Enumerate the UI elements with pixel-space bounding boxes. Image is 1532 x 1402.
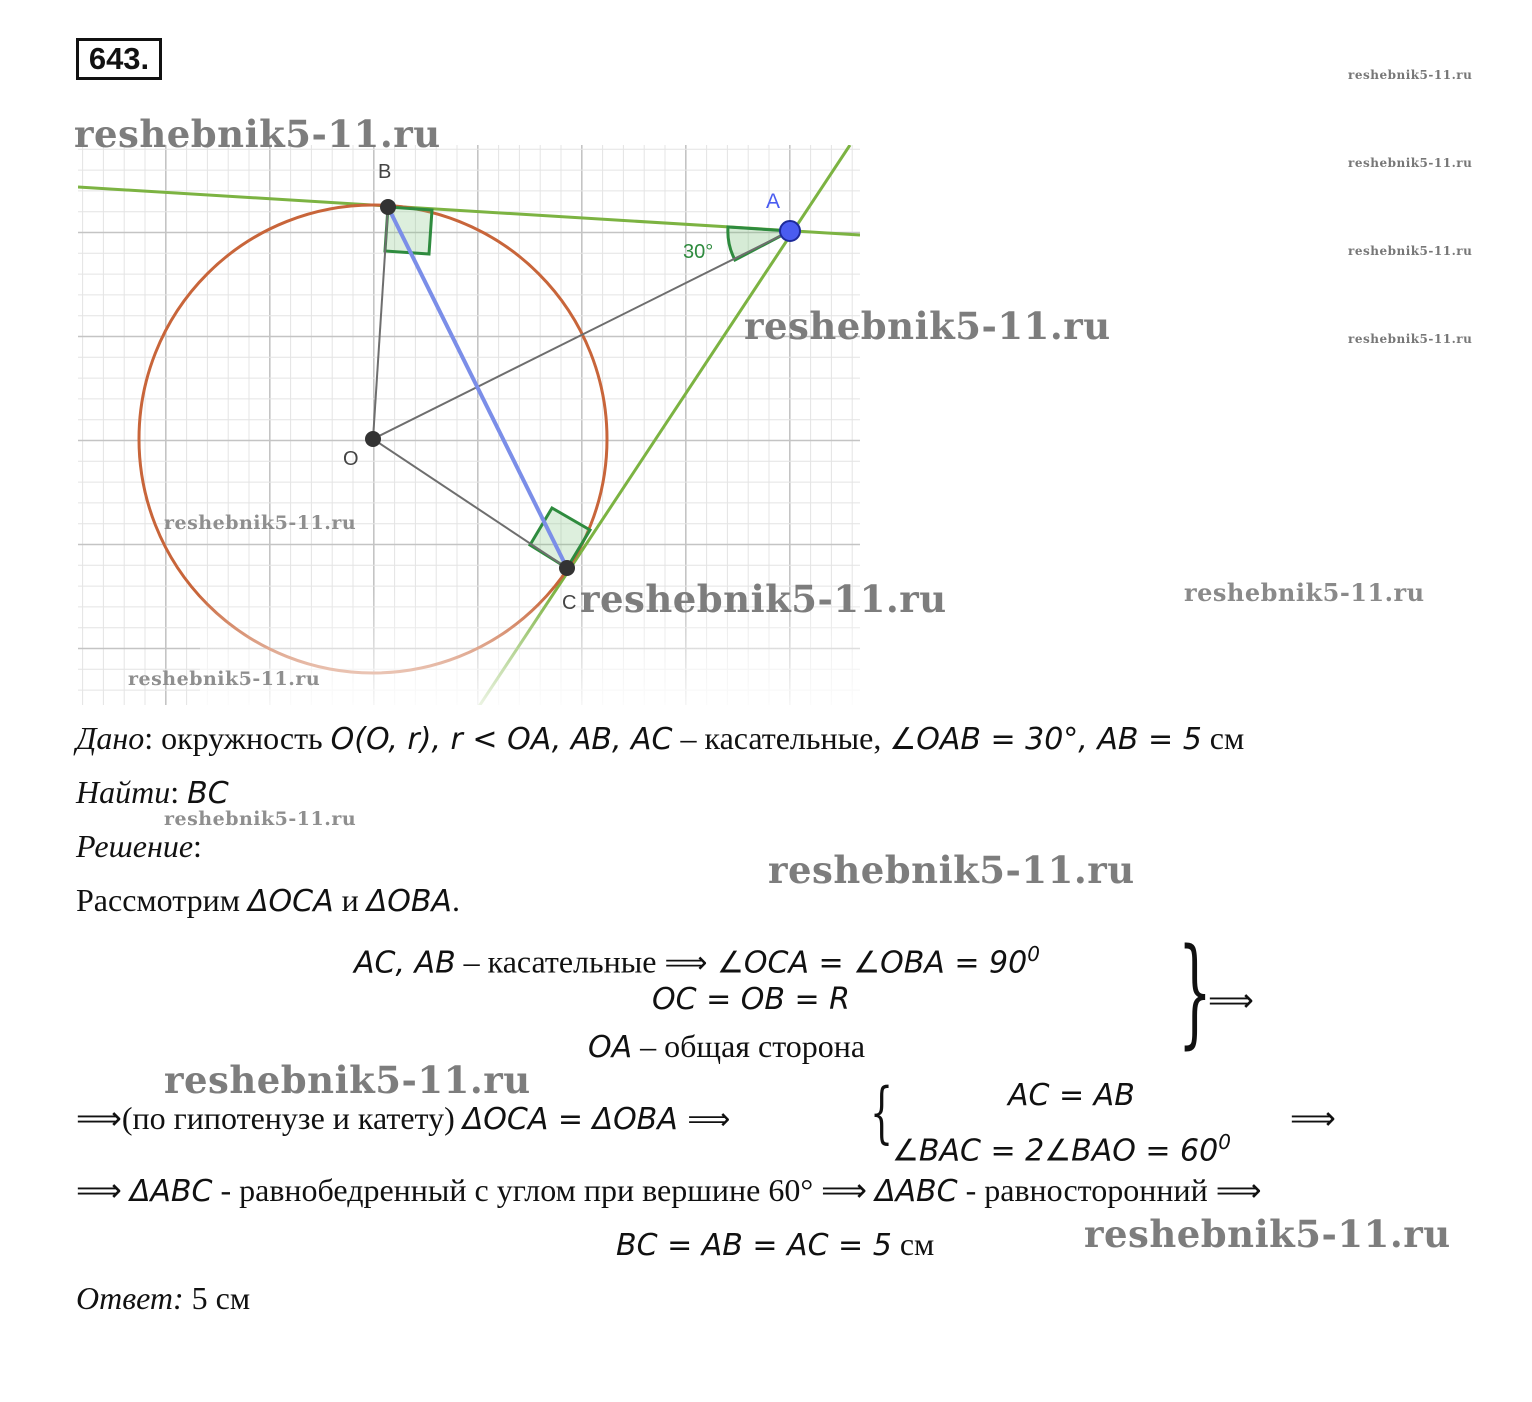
watermark: reshebnik5-11.ru bbox=[164, 808, 357, 830]
system1-line3-math: OA bbox=[588, 1030, 633, 1065]
system1-text: – касательные bbox=[455, 943, 665, 980]
implication1-arrow: ⟹ bbox=[76, 1100, 122, 1136]
watermark: reshebnik5-11.ru bbox=[744, 304, 1111, 348]
solution-sep: : bbox=[193, 828, 202, 864]
problem-number: 643. bbox=[76, 38, 162, 80]
watermark: reshebnik5-11.ru bbox=[164, 1058, 531, 1102]
left-brace: { bbox=[870, 1074, 894, 1151]
watermark: reshebnik5-11.ru bbox=[74, 112, 441, 156]
answer-line bbox=[76, 1278, 250, 1318]
system1-math-a: AC, AB bbox=[354, 945, 456, 981]
implication1-line bbox=[76, 1098, 730, 1140]
implication1-math: ΔOCA = ΔOBA ⟹ bbox=[462, 1102, 731, 1137]
final-equation-math: BC = AB = AC = 5 bbox=[616, 1228, 892, 1263]
final-equation-unit: см bbox=[891, 1226, 935, 1262]
implication1-sys-line2 bbox=[892, 1122, 1231, 1172]
find-label: Найти bbox=[76, 774, 171, 810]
find-sep: : bbox=[170, 774, 188, 810]
system1-line3 bbox=[588, 1026, 865, 1068]
consider-suffix: . bbox=[451, 882, 460, 918]
point-c bbox=[559, 560, 575, 576]
implication1-sys-line2-sup: 0 bbox=[1218, 1130, 1231, 1154]
watermark: reshebnik5-11.ru bbox=[1348, 244, 1473, 258]
watermark: reshebnik5-11.ru bbox=[580, 577, 947, 621]
system1-line2: OC = OB = R bbox=[652, 982, 851, 1017]
watermark: reshebnik5-11.ru bbox=[128, 668, 321, 690]
solution-label: Решение bbox=[76, 828, 194, 864]
implication2-text1: - равнобедренный с углом при вершине 60° ⟹ bbox=[212, 1172, 875, 1208]
consider-and: и bbox=[333, 882, 367, 918]
answer-value: 5 см bbox=[183, 1280, 251, 1316]
given-line bbox=[76, 718, 1244, 760]
answer-label: Ответ: bbox=[76, 1280, 184, 1316]
solution-line bbox=[76, 826, 202, 866]
label-o: O bbox=[343, 448, 359, 470]
given-text-3: см bbox=[1201, 720, 1245, 756]
angle-label: 30° bbox=[683, 241, 714, 263]
point-b bbox=[380, 199, 396, 215]
triangle-oba: ΔOBA bbox=[366, 884, 452, 919]
label-b: B bbox=[378, 161, 392, 183]
label-a: A bbox=[766, 190, 781, 213]
system1-sup: 0 bbox=[1027, 942, 1040, 966]
system1-arrow: ⟹ bbox=[1208, 982, 1254, 1018]
find-value: BC bbox=[187, 776, 229, 811]
implication2-arrow: ⟹ bbox=[76, 1172, 130, 1208]
implication2-text2: - равносторонний ⟹ bbox=[957, 1172, 1262, 1208]
implication1-sys-line1: AC = AB bbox=[1008, 1078, 1135, 1113]
point-a[interactable] bbox=[780, 221, 800, 241]
given-text-1: : окружность bbox=[144, 720, 331, 756]
watermark: reshebnik5-11.ru bbox=[768, 848, 1135, 892]
implication1-end-arrow: ⟹ bbox=[1290, 1100, 1336, 1136]
system1-math-b: ⟹ ∠OCA = ∠OBA = 90 bbox=[664, 945, 1028, 981]
given-label: Дано bbox=[76, 720, 145, 756]
watermark: reshebnik5-11.ru bbox=[1348, 68, 1473, 82]
implication2-line bbox=[76, 1170, 1262, 1212]
consider-prefix: Рассмотрим bbox=[76, 882, 248, 918]
right-brace: } bbox=[1178, 922, 1212, 1060]
final-equation bbox=[616, 1224, 934, 1266]
watermark: reshebnik5-11.ru bbox=[1348, 156, 1473, 170]
segment-ob bbox=[373, 207, 388, 439]
given-math-1: O(O, r), r < OA, AB, AC bbox=[330, 722, 673, 757]
watermark: reshebnik5-11.ru bbox=[1184, 578, 1425, 607]
given-math-2: ∠OAB = 30°, AB = 5 bbox=[889, 722, 1202, 757]
triangle-oca: ΔOCA bbox=[247, 884, 334, 919]
watermark: reshebnik5-11.ru bbox=[1084, 1212, 1451, 1256]
watermark: reshebnik5-11.ru bbox=[1348, 332, 1473, 346]
system1-line3-text: – общая сторона bbox=[632, 1028, 866, 1064]
implication1-sys-line2-math: ∠BAC = 2∠BAO = 60 bbox=[892, 1133, 1219, 1169]
given-text-2: – касательные, bbox=[672, 720, 890, 756]
system1-line1 bbox=[354, 934, 1040, 984]
implication2-math2: ΔABC bbox=[875, 1174, 958, 1209]
point-o bbox=[365, 431, 381, 447]
watermark: reshebnik5-11.ru bbox=[164, 512, 357, 534]
consider-line bbox=[76, 880, 460, 922]
implication2-math1: ΔABC bbox=[129, 1174, 213, 1209]
implication1-text: (по гипотенузе и катету) bbox=[121, 1100, 463, 1136]
segment-oc bbox=[373, 439, 567, 568]
label-c: C bbox=[562, 592, 577, 614]
